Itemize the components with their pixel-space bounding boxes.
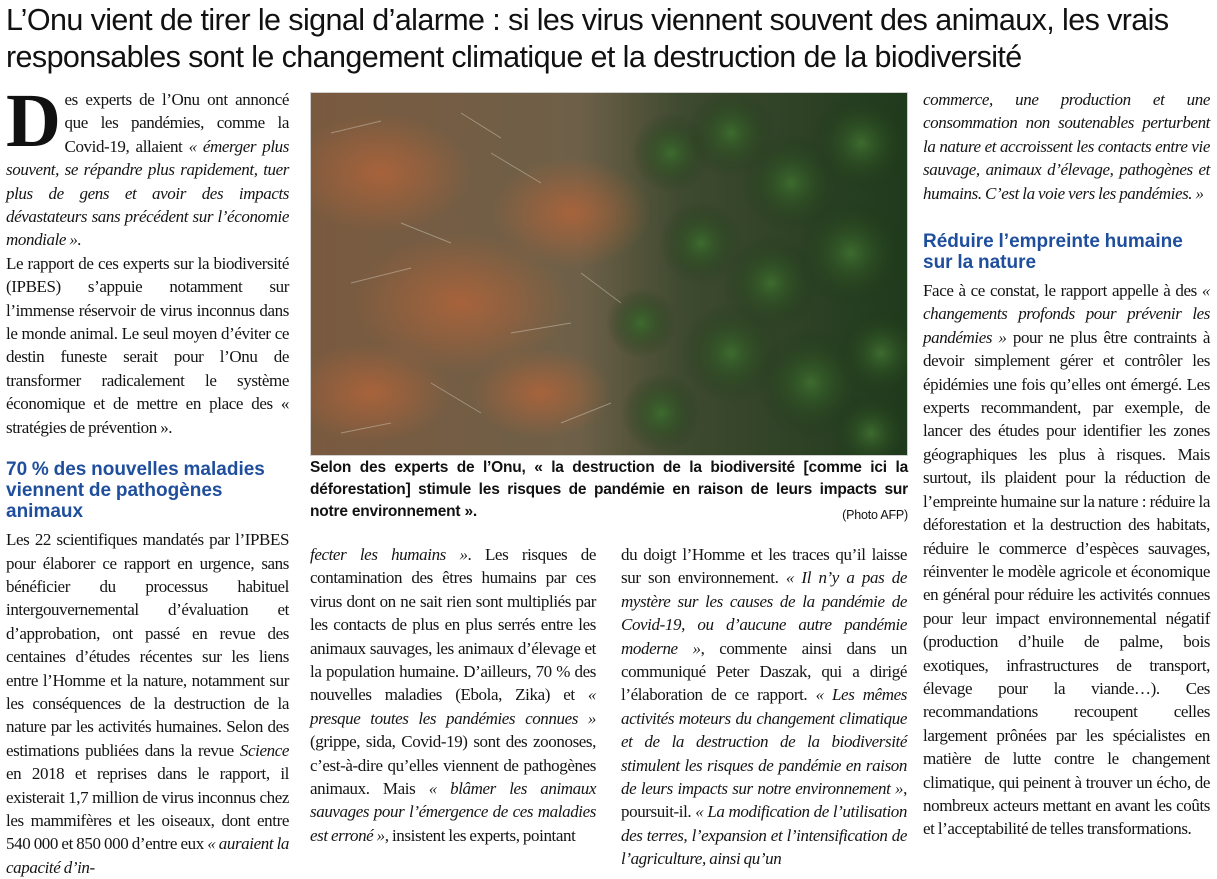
column-1 [6,79,289,879]
subhead-empreinte: Réduire l’empreinte humaine sur la nature [923,231,1183,274]
paragraph-scientists: Les 22 scientifiques mandatés par l’IPBES pour élaborer ce rapport en urgence, sans bénéficier du processus habituel intergouvernemental d’évaluation et d’approbation, ont passé en revue des centaines d’études récentes sur les liens entre l’Homme et la nature, notamment sur les conséquences de la destruction de la nature par les activités humaines. Selon des estimations publiées dans la revue Science en 2018 et reprises dans le rapport, il existerait 1,7 million de virus inconnus chez les mammifères et les oiseaux, dont entre 540 000 et 850 000 d’entre eux « auraient la capacité d’in- [6,530,289,877]
subhead-70-percent: 70 % des nouvelles maladies viennent de pathogènes animaux [6,459,265,523]
paragraph-ipbes: Le rapport de ces experts sur la biodiversité (IPBES) s’appuie notamment sur l’immense réservoir de virus inconnus dans le monde animal. Le seul moyen d’éviter ce destin funeste serait pour l’Onu de transformer radicalement le système économique et de mettre en place des « stratégies de prévention ». [6,253,289,437]
photo-credit: (Photo AFP) [842,508,908,522]
intro-quote: « émerger plus souvent, se répandre plus rapidement, tuer plus de gens et avoir des impacts dévastateurs sans précédent sur l’économie mondiale ». [6,136,289,250]
quote-continuation: commerce, une production et une consommation non soutenables perturbent la nature et accroissent les contacts entre vie sauvage, animaux d’élevage, pathogènes et humains. C’est la voie vers les pandémies. » [923,90,1210,203]
intro-paragraph [6,79,289,252]
paragraph-recommendations: Face à ce constat, le rapport appelle à des « changements profonds pour prévenir les pandémies » pour ne plus être contraints à devoir simplement gérer et contrôler les épidémies une fois qu’elles ont émergé. Les experts recommandent, par exemple, de lancer des études pour identifier les zones géographiques les plus à risques. Mais surtout, ils plaident pour la réduction de l’empreinte humaine sur la nature : réduire la déforestation et la destruction des habitats, réduire le commerce d’espèces sauvages, réinventer le modèle agricole et économique en général pour réduire les activités connues pour leur impact environnemental négatif (production d’huile de palme, bois exotiques, infrastructures de transport, élevage pour la viande…). Ces recommandations recoupent celles largement prônées par les spécialistes en matière de lutte contre le changement climatique, qui peinent à trouver un écho, de nombreux acteurs mettant en avant les coûts et l’acceptabilité de telles transformations. [923,281,1210,839]
paragraph-daszak: du doigt l’Homme et les traces qu’il laisse sur son environnement. « Il n’y a pas de mystère sur les causes de la pandémie de Covid-19, ou d’aucune autre pandémie moderne », commente ainsi dans un communiqué Peter Daszak, qui a dirigé l’élaboration de ce rapport. « Les mêmes activités moteurs du changement climatique et de la destruction de la biodiversité stimulent les risques de pandémie en raison de leurs impacts sur notre environnement », poursuit-il. « La modification de l’utilisation des terres, l’expansion et l’intensification de l’agriculture, ainsi qu’un [621,545,907,869]
column-2 [310,543,596,847]
column-4 [923,88,1210,841]
intro-text: es experts de l’Onu ont annoncé que les pandémies, comme la Covid-19, allaient [64,90,289,156]
headline: L’Onu vient de tirer le signal d’alarme : si les virus viennent souvent des animaux, les vrais responsables sont le changement climatique et la destruction de la biodiversité [6,3,1169,74]
drop-cap: D [6,79,61,163]
paragraph-contamination: fecter les humains ». Les risques de contamination des êtres humains par ces virus dont on ne sait rien sont multipliés par les contacts de plus en plus serrés entre les animaux sauvages, les animaux d’élevage et la population humaine. D’ailleurs, 70 % des nouvelles maladies (Ebola, Zika) et « presque toutes les pandémies connues » (grippe, sida, Covid-19) sont des zoonoses, c’est-à-dire qu’elles viennent de pathogènes animaux. Mais « blâmer les animaux sauvages pour l’émergence de ces maladies est erroné », insistent les experts, pointant [310,545,597,845]
caption-text: Selon des experts de l’Onu, « la destruction de la biodiversité [comme ici la déforestation] stimule les risques de pandémie en raison de leurs impacts sur notre environnement ». [310,459,908,520]
science-journal: Science [239,740,289,760]
photo-caption [310,457,908,526]
column-3 [621,543,907,871]
deforestation-photo [310,92,908,456]
